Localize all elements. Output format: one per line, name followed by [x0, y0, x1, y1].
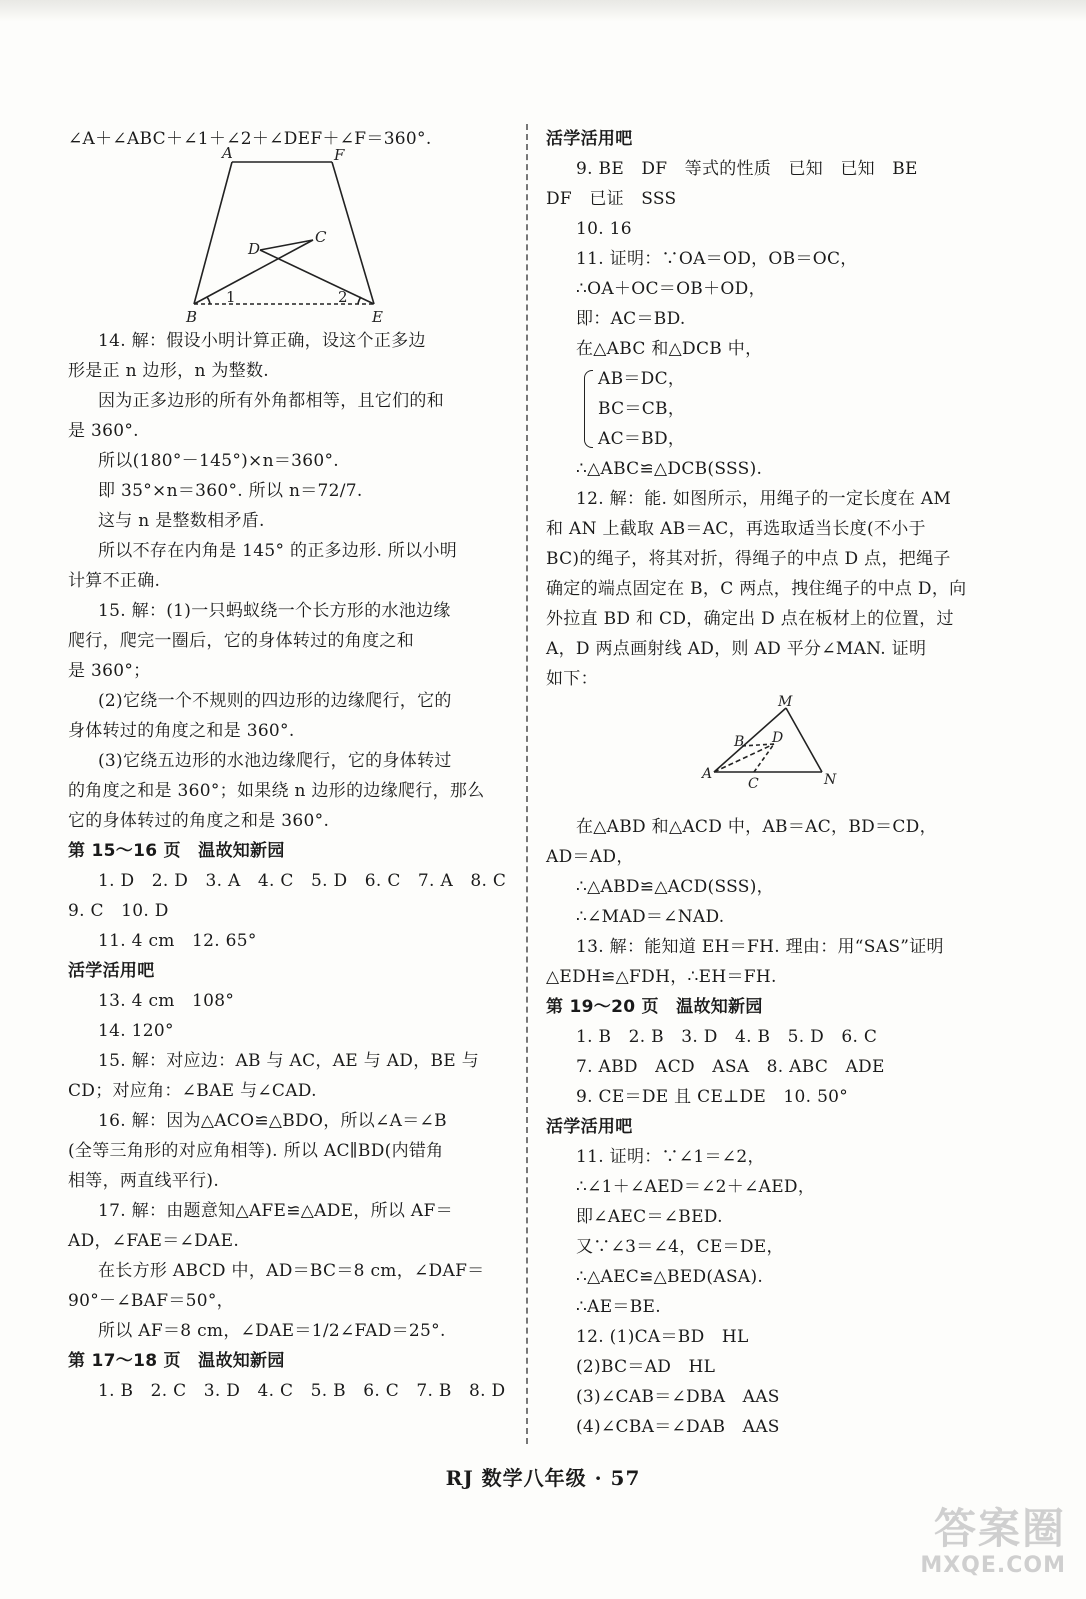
- watermark-text: 答案圈: [933, 1504, 1066, 1553]
- text-line: 这与 n 是整数相矛盾.: [98, 511, 265, 531]
- text-line: 它的身体转过的角度之和是 360°.: [68, 811, 330, 831]
- label-f: F: [334, 146, 345, 164]
- text-line: 14. 120°: [98, 1021, 174, 1041]
- label-1: 1: [226, 288, 236, 306]
- text-line: 是 360°；: [68, 661, 151, 681]
- text-line: 即：AC＝BD.: [576, 309, 686, 329]
- brace-system: [546, 364, 996, 454]
- text-line: 90°－∠BAF＝50°，: [68, 1291, 234, 1311]
- section-header: 第 17～18 页 温故知新园: [68, 1351, 285, 1371]
- text-line: 13. 解：能知道 EH＝FH. 理由：用“SAS”证明: [576, 937, 944, 957]
- answer-line: 1. B 2. C 3. D 4. C 5. B 6. C 7. B 8. D: [98, 1381, 506, 1401]
- text-line: (2)BC＝AD HL: [576, 1357, 716, 1377]
- section-header: 第 15～16 页 温故知新园: [68, 841, 285, 861]
- text-line: 的角度之和是 360°；如果绕 n 边形的边缘爬行，那么: [68, 781, 485, 801]
- label-d: D: [772, 730, 784, 746]
- label-n: N: [824, 772, 837, 788]
- watermark-logo: [896, 1505, 1066, 1585]
- section-header: 活学活用吧: [68, 961, 155, 981]
- q15-block: [68, 596, 508, 836]
- text-line: 在长方形 ABCD 中，AD＝BC＝8 cm，∠DAF＝: [98, 1261, 485, 1281]
- answer-line: 9. CE＝DE 且 CE⊥DE 10. 50°: [576, 1087, 849, 1107]
- text-line: 计算不正确.: [68, 571, 161, 591]
- label-a: A: [222, 144, 233, 162]
- text-line: 和 AN 上截取 AB＝AC，再选取适当长度(不小于: [546, 519, 926, 539]
- text-line: ∴OA＋OC＝OB＋OD，: [576, 279, 766, 299]
- text-line: 在△ABC 和△DCB 中，: [576, 339, 763, 359]
- page-footer: RJ 数学八年级 · 57: [445, 1466, 641, 1490]
- answer-line: 9. C 10. D: [68, 901, 169, 921]
- text-line: 14. 解：假设小明计算正确，设这个正多边: [98, 331, 426, 351]
- text-line: 如下：: [546, 669, 598, 689]
- text-line: DF 已证 SSS: [546, 189, 677, 209]
- text-line: 即∠AEC＝∠BED.: [576, 1207, 723, 1227]
- answer-line: 1. D 2. D 3. A 4. C 5. D 6. C 7. A 8. C: [98, 871, 507, 891]
- text-line: 形是正 n 边形，n 为整数.: [68, 361, 270, 381]
- answer-line: 7. ABD ACD ASA 8. ABC ADE: [576, 1057, 885, 1077]
- text-line: 11. 证明：∵OA＝OD，OB＝OC，: [576, 249, 858, 269]
- text-line: ∴AE＝BE.: [576, 1297, 661, 1317]
- figure-quadrilateral: [68, 144, 508, 326]
- text-line: 因为正多边形的所有外角都相等，且它们的和: [98, 391, 444, 411]
- text-line: (3)∠CAB＝∠DBA AAS: [576, 1387, 780, 1407]
- text-line: ∴△ABD≌△ACD(SSS)，: [576, 877, 774, 897]
- label-d: D: [248, 240, 261, 258]
- text-line: A，D 两点画射线 AD，则 AD 平分∠MAN. 证明: [546, 639, 927, 659]
- label-e: E: [372, 308, 383, 326]
- label-c: C: [748, 776, 759, 792]
- text-line: 所以 AF＝8 cm，∠DAE＝1/2∠FAD＝25°.: [98, 1321, 446, 1341]
- brace-line: AB＝DC，: [598, 369, 686, 389]
- text-line: 又∵∠3＝∠4，CE＝DE，: [576, 1237, 784, 1257]
- text-line: 即 35°×n＝360°. 所以 n＝72/7.: [98, 481, 363, 501]
- section-header: 活学活用吧: [546, 1117, 633, 1137]
- answer-line: 11. 4 cm 12. 65°: [98, 931, 257, 951]
- section-header: 第 19～20 页 温故知新园: [546, 997, 763, 1017]
- text-line: 15. 解：对应边：AB 与 AC，AE 与 AD，BE 与: [98, 1051, 480, 1071]
- text-line: CD；对应角：∠BAE 与∠CAD.: [68, 1081, 317, 1101]
- q14-block: [68, 326, 508, 596]
- text-line: ∴△AEC≌△BED(ASA).: [576, 1267, 764, 1287]
- text-line: (3)它绕五边形的水池边缘爬行，它的身体转过: [98, 751, 452, 771]
- scan-edge: [0, 0, 1086, 22]
- figure-angle-bisector: [546, 694, 996, 812]
- label-c: C: [315, 228, 327, 246]
- text-line: 相等，两直线平行).: [68, 1171, 220, 1191]
- text-line: BC)的绳子，将其对折，得绳子的中点 D 点，把绳子: [546, 549, 951, 569]
- text-line: 身体转过的角度之和是 360°.: [68, 721, 295, 741]
- text-line: 所以(180°－145°)×n＝360°.: [98, 451, 340, 471]
- label-2: 2: [338, 288, 348, 306]
- text-line: 爬行，爬完一圈后，它的身体转过的角度之和: [68, 631, 414, 651]
- text-line: (4)∠CBA＝∠DAB AAS: [576, 1417, 780, 1437]
- text-line: (2)它绕一个不规则的四边形的边缘爬行，它的: [98, 691, 452, 711]
- text-line: 16. 解：因为△ACO≌△BDO，所以∠A＝∠B: [98, 1111, 447, 1131]
- equation-line: ∠A＋∠ABC＋∠1＋∠2＋∠DEF＋∠F＝360°.: [68, 129, 432, 149]
- text-line: ∴△ABC≌△DCB(SSS).: [576, 459, 763, 479]
- text-line: 所以不存在内角是 145° 的正多边形. 所以小明: [98, 541, 458, 561]
- brace-line: AC＝BD，: [598, 429, 686, 449]
- text-line: 外拉直 BD 和 CD，确定出 D 点在板材上的位置，过: [546, 609, 954, 629]
- watermark-url: MXQE.COM: [920, 1553, 1066, 1578]
- text-line: AD＝AD，: [546, 847, 634, 867]
- text-line: 11. 证明：∵∠1＝∠2，: [576, 1147, 765, 1167]
- text-line: 12. 解：能. 如图所示，用绳子的一定长度在 AM: [576, 489, 952, 509]
- text-line: AD，∠FAE＝∠DAE.: [68, 1231, 240, 1251]
- column-divider: [526, 124, 528, 1444]
- text-line: 是 360°.: [68, 421, 139, 441]
- text-line: 17. 解：由题意知△AFE≌△ADE，所以 AF＝: [98, 1201, 453, 1221]
- text-line: 10. 16: [576, 219, 632, 239]
- text-line: 在△ABD 和△ACD 中，AB＝AC，BD＝CD，: [576, 817, 937, 837]
- label-m: M: [778, 694, 793, 710]
- text-line: ∴∠MAD＝∠NAD.: [576, 907, 725, 927]
- text-line: 13. 4 cm 108°: [98, 991, 235, 1011]
- text-line: △EDH≌△FDH，∴EH＝FH.: [546, 967, 777, 987]
- brace-line: BC＝CB，: [598, 399, 686, 419]
- text-line: ∴∠1＋∠AED＝∠2＋∠AED，: [576, 1177, 816, 1197]
- text-line: 15. 解：(1)一只蚂蚁绕一个长方形的水池边缘: [98, 601, 451, 621]
- text-line: 12. (1)CA＝BD HL: [576, 1327, 749, 1347]
- label-b: B: [734, 734, 745, 750]
- section-header: 活学活用吧: [546, 129, 633, 149]
- left-column: [68, 124, 508, 1406]
- text-line: 9. BE DF 等式的性质 已知 已知 BE: [576, 159, 918, 179]
- label-a: A: [702, 766, 713, 782]
- answer-line: 1. B 2. B 3. D 4. B 5. D 6. C: [576, 1027, 878, 1047]
- label-b: B: [186, 308, 198, 326]
- text-line: 确定的端点固定在 B，C 两点，拽住绳子的中点 D，向: [546, 579, 967, 599]
- text-line: (全等三角形的对应角相等). 所以 AC∥BD(内错角: [68, 1141, 444, 1161]
- right-column: [546, 124, 996, 1442]
